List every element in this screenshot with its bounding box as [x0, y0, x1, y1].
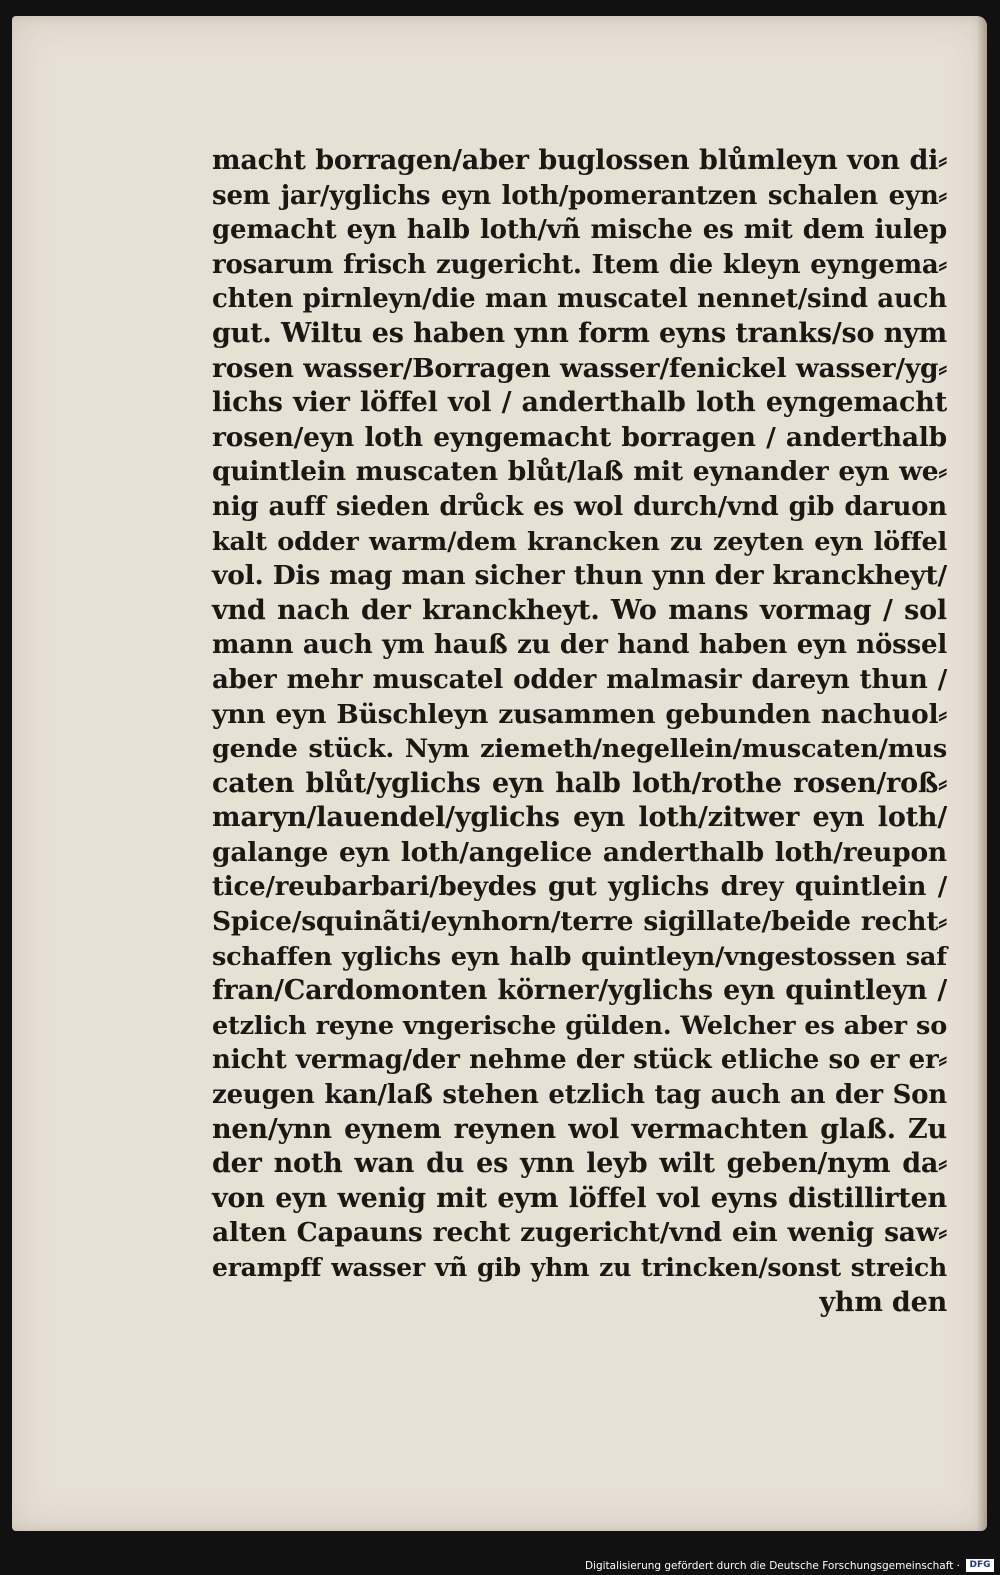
funding-credit: Digitalisierung gefördert durch die Deutsche Forschungsgemeinschaft ·	[584, 1560, 960, 1572]
text-line: caten blůt/yglichs eyn halb loth/rothe rosen/roß⸗	[212, 767, 947, 799]
text-line: galange eyn loth/angelice anderthalb loth/reupon	[212, 836, 947, 868]
text-line: macht borragen/aber buglossen blůmleyn von di⸗	[212, 145, 947, 176]
text-line: gende stück. Nym ziemeth/negellein/muscaten/mus	[212, 734, 947, 765]
text-line: maryn/lauendel/yglichs eyn loth/zitwer eyn loth/	[212, 802, 947, 834]
page-edge-shadow	[977, 16, 987, 1531]
text-line: Spice/squinãti/eynhorn/terre sigillate/beide recht⸗	[212, 906, 947, 938]
dfg-logo: DFG	[966, 1559, 994, 1572]
text-line: vol. Dis mag man sicher thun ynn der kranckheyt/	[212, 560, 947, 592]
text-line: nen/ynn eynem reynen wol vermachten glaß. Zu	[212, 1113, 947, 1145]
text-line: der noth wan du es ynn leyb wilt geben/nym da⸗	[212, 1148, 947, 1180]
text-line: quintlein muscaten blůt/laß mit eynander eyn we⸗	[212, 456, 947, 488]
text-line: rosen/eyn loth eyngemacht borragen / anderthalb	[212, 421, 947, 453]
text-line: chten pirnleyn/die man muscatel nennet/sind auch	[212, 284, 947, 315]
text-line: gut. Wiltu es haben ynn form eyns tranks/so nym	[212, 317, 947, 349]
text-line: ynn eyn Büschleyn zusammen gebunden nachuol⸗	[212, 698, 947, 730]
text-line: mann auch ym hauß zu der hand haben eyn nössel	[212, 630, 947, 661]
text-line: fran/Cardomonten körner/yglichs eyn quintleyn /	[212, 975, 947, 1007]
text-line: rosen wasser/Borragen wasser/fenickel wasser/yg⸗	[212, 352, 947, 384]
text-line: yhm den	[819, 1286, 947, 1318]
text-line: etzlich reyne vngerische gülden. Welcher es aber so	[212, 1010, 947, 1041]
text-line: lichs vier löffel vol / anderthalb loth eyngemacht	[212, 387, 947, 419]
text-line: nig auff sieden drůck es wol durch/vnd gib daruon	[212, 491, 947, 522]
text-line: rosarum frisch zugericht. Item die kleyn eyngema⸗	[212, 249, 947, 280]
text-line: alten Capauns recht zugericht/vnd ein wenig saw⸗	[212, 1217, 947, 1249]
text-line: aber mehr muscatel odder malmasir dareyn thun /	[212, 664, 947, 695]
footer-bar	[0, 1555, 1000, 1575]
text-line: von eyn wenig mit eym löffel vol eyns distillirten	[212, 1182, 947, 1214]
text-line: tice/reubarbari/beydes gut yglichs drey quintlein /	[212, 872, 947, 903]
text-line: kalt odder warm/dem krancken zu zeyten eyn löffel	[212, 526, 947, 557]
text-line: erampff wasser vñ gib yhm zu trincken/sonst streich	[212, 1253, 947, 1282]
text-line: vnd nach der kranckheyt. Wo mans vormag / sol	[212, 594, 947, 626]
text-line: nicht vermag/der nehme der stück etliche so er er⸗	[212, 1045, 947, 1076]
text-line: gemacht eyn halb loth/vñ mische es mit dem iulep	[212, 215, 947, 246]
text-line: zeugen kan/laß stehen etzlich tag auch an der Son	[212, 1080, 947, 1111]
text-line: sem jar/yglichs eyn loth/pomerantzen schalen eyn⸗	[212, 180, 947, 211]
text-line: schaffen yglichs eyn halb quintleyn/vngestossen saf	[212, 941, 947, 972]
page-text-block	[212, 144, 947, 1320]
book-page	[12, 16, 987, 1531]
